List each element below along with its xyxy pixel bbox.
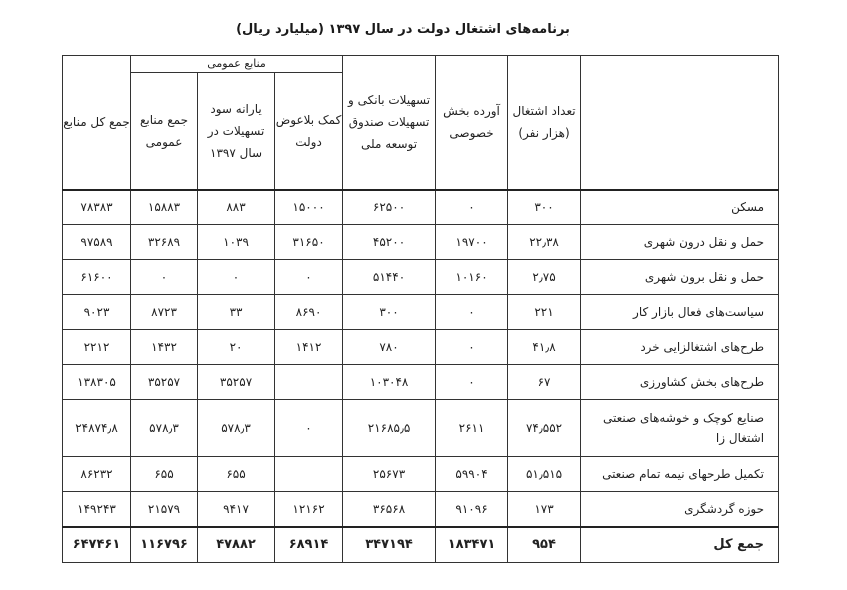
cell-grant: ۰ bbox=[275, 260, 343, 295]
cell-grand-total: ۹۷۵۸۹ bbox=[63, 225, 131, 260]
cell-grand-total: ۲۴۸۷۴٫۸ bbox=[63, 400, 131, 457]
cell-private: ۲۶۱۱ bbox=[436, 400, 508, 457]
cell-subsidy: ۹۴۱۷ bbox=[198, 492, 275, 527]
cell-subsidy: ۲۰ bbox=[198, 330, 275, 365]
total-subsidy: ۴۷۸۸۲ bbox=[198, 527, 275, 563]
cell-grant: ۸۶۹۰ bbox=[275, 295, 343, 330]
cell-employment: ۱۷۳ bbox=[508, 492, 581, 527]
row-label: طرح‌های اشتغالزایی خرد bbox=[581, 330, 779, 365]
cell-employment: ۴۱٫۸ bbox=[508, 330, 581, 365]
cell-grant: ۱۵۰۰۰ bbox=[275, 190, 343, 225]
cell-grant bbox=[275, 365, 343, 400]
table-row bbox=[63, 330, 779, 365]
total-employment: ۹۵۴ bbox=[508, 527, 581, 563]
cell-private: ۹۱۰۹۶ bbox=[436, 492, 508, 527]
cell-grand-total: ۶۱۶۰۰ bbox=[63, 260, 131, 295]
cell-employment: ۲٫۷۵ bbox=[508, 260, 581, 295]
cell-grand-total: ۹۰۲۳ bbox=[63, 295, 131, 330]
cell-public-total: ۸۷۲۳ bbox=[131, 295, 198, 330]
cell-private: ۰ bbox=[436, 295, 508, 330]
cell-employment: ۲۲٫۳۸ bbox=[508, 225, 581, 260]
cell-subsidy: ۸۸۳ bbox=[198, 190, 275, 225]
cell-private: ۰ bbox=[436, 365, 508, 400]
cell-employment: ۵۱٫۵۱۵ bbox=[508, 457, 581, 492]
total-label: جمع کل bbox=[581, 527, 779, 563]
row-label: تکمیل طرحهای نیمه تمام صنعتی bbox=[581, 457, 779, 492]
table-row bbox=[63, 365, 779, 400]
row-label: حمل و نقل برون شهری bbox=[581, 260, 779, 295]
table-title: برنامه‌های اشتغال دولت در سال ۱۳۹۷ (میلیارد ریال) bbox=[236, 22, 570, 37]
table-row bbox=[63, 457, 779, 492]
total-row bbox=[63, 527, 779, 563]
cell-private: ۱۹۷۰۰ bbox=[436, 225, 508, 260]
header-private: آورده بخش خصوصی bbox=[436, 56, 508, 190]
cell-private: ۱۰۱۶۰ bbox=[436, 260, 508, 295]
cell-grant: ۰ bbox=[275, 400, 343, 457]
table-row bbox=[63, 295, 779, 330]
total-bank: ۳۴۷۱۹۴ bbox=[343, 527, 436, 563]
header-empty bbox=[581, 56, 779, 190]
cell-public-total: ۱۴۳۲ bbox=[131, 330, 198, 365]
cell-public-total: ۱۵۸۸۳ bbox=[131, 190, 198, 225]
header-subsidy: یارانه سود تسهیلات در سال ۱۳۹۷ bbox=[198, 73, 275, 190]
cell-private: ۰ bbox=[436, 330, 508, 365]
row-label: مسکن bbox=[581, 190, 779, 225]
table-row bbox=[63, 260, 779, 295]
header-grant: کمک بلاعوض دولت bbox=[275, 73, 343, 190]
total-grand-total: ۶۴۷۴۶۱ bbox=[63, 527, 131, 563]
cell-subsidy: ۳۵۲۵۷ bbox=[198, 365, 275, 400]
total-private: ۱۸۳۴۷۱ bbox=[436, 527, 508, 563]
table-row bbox=[63, 190, 779, 225]
cell-bank: ۲۵۶۷۳ bbox=[343, 457, 436, 492]
cell-grand-total: ۱۴۹۲۴۳ bbox=[63, 492, 131, 527]
cell-subsidy: ۵۷۸٫۳ bbox=[198, 400, 275, 457]
cell-bank: ۷۸۰ bbox=[343, 330, 436, 365]
table-row bbox=[63, 225, 779, 260]
cell-bank: ۵۱۴۴۰ bbox=[343, 260, 436, 295]
cell-bank: ۴۵۲۰۰ bbox=[343, 225, 436, 260]
cell-public-total: ۳۲۶۸۹ bbox=[131, 225, 198, 260]
cell-subsidy: ۶۵۵ bbox=[198, 457, 275, 492]
header-public-total: جمع منابع عمومی bbox=[131, 73, 198, 190]
cell-public-total: ۲۱۵۷۹ bbox=[131, 492, 198, 527]
header-public-group: منابع عمومی bbox=[131, 56, 343, 73]
cell-grant: ۱۲۱۶۲ bbox=[275, 492, 343, 527]
row-label: طرح‌های بخش کشاورزی bbox=[581, 365, 779, 400]
cell-bank: ۱۰۳۰۴۸ bbox=[343, 365, 436, 400]
cell-employment: ۲۲۱ bbox=[508, 295, 581, 330]
cell-grand-total: ۱۳۸۳۰۵ bbox=[63, 365, 131, 400]
cell-grant: ۳۱۶۵۰ bbox=[275, 225, 343, 260]
cell-grant: ۱۴۱۲ bbox=[275, 330, 343, 365]
cell-public-total: ۰ bbox=[131, 260, 198, 295]
cell-grand-total: ۸۶۲۳۲ bbox=[63, 457, 131, 492]
row-label: صنایع کوچک و خوشه‌های صنعتی اشتغال زا bbox=[581, 400, 779, 457]
cell-private: ۵۹۹۰۴ bbox=[436, 457, 508, 492]
total-grant: ۶۸۹۱۴ bbox=[275, 527, 343, 563]
employment-programs-table bbox=[62, 55, 779, 563]
cell-bank: ۶۲۵۰۰ bbox=[343, 190, 436, 225]
cell-employment: ۷۴٫۵۵۲ bbox=[508, 400, 581, 457]
cell-subsidy: ۱۰۳۹ bbox=[198, 225, 275, 260]
cell-subsidy: ۰ bbox=[198, 260, 275, 295]
cell-bank: ۲۱۶۸۵٫۵ bbox=[343, 400, 436, 457]
row-label: حمل و نقل درون شهری bbox=[581, 225, 779, 260]
cell-bank: ۳۰۰ bbox=[343, 295, 436, 330]
header-bank: تسهیلات بانکی و تسهیلات صندوق توسعه ملی bbox=[343, 56, 436, 190]
cell-employment: ۳۰۰ bbox=[508, 190, 581, 225]
cell-subsidy: ۳۳ bbox=[198, 295, 275, 330]
cell-grand-total: ۷۸۳۸۳ bbox=[63, 190, 131, 225]
cell-grant bbox=[275, 457, 343, 492]
cell-public-total: ۳۵۲۵۷ bbox=[131, 365, 198, 400]
table-row bbox=[63, 492, 779, 527]
cell-grand-total: ۲۲۱۲ bbox=[63, 330, 131, 365]
total-public-total: ۱۱۶۷۹۶ bbox=[131, 527, 198, 563]
table-row bbox=[63, 400, 779, 457]
cell-public-total: ۶۵۵ bbox=[131, 457, 198, 492]
cell-employment: ۶۷ bbox=[508, 365, 581, 400]
header-grand-total: جمع کل منابع bbox=[63, 56, 131, 190]
cell-bank: ۳۶۵۶۸ bbox=[343, 492, 436, 527]
header-employment: تعداد اشتغال (هزار نفر) bbox=[508, 56, 581, 190]
row-label: سیاست‌های فعال بازار کار bbox=[581, 295, 779, 330]
row-label: حوزه گردشگری bbox=[581, 492, 779, 527]
cell-private: ۰ bbox=[436, 190, 508, 225]
cell-public-total: ۵۷۸٫۳ bbox=[131, 400, 198, 457]
